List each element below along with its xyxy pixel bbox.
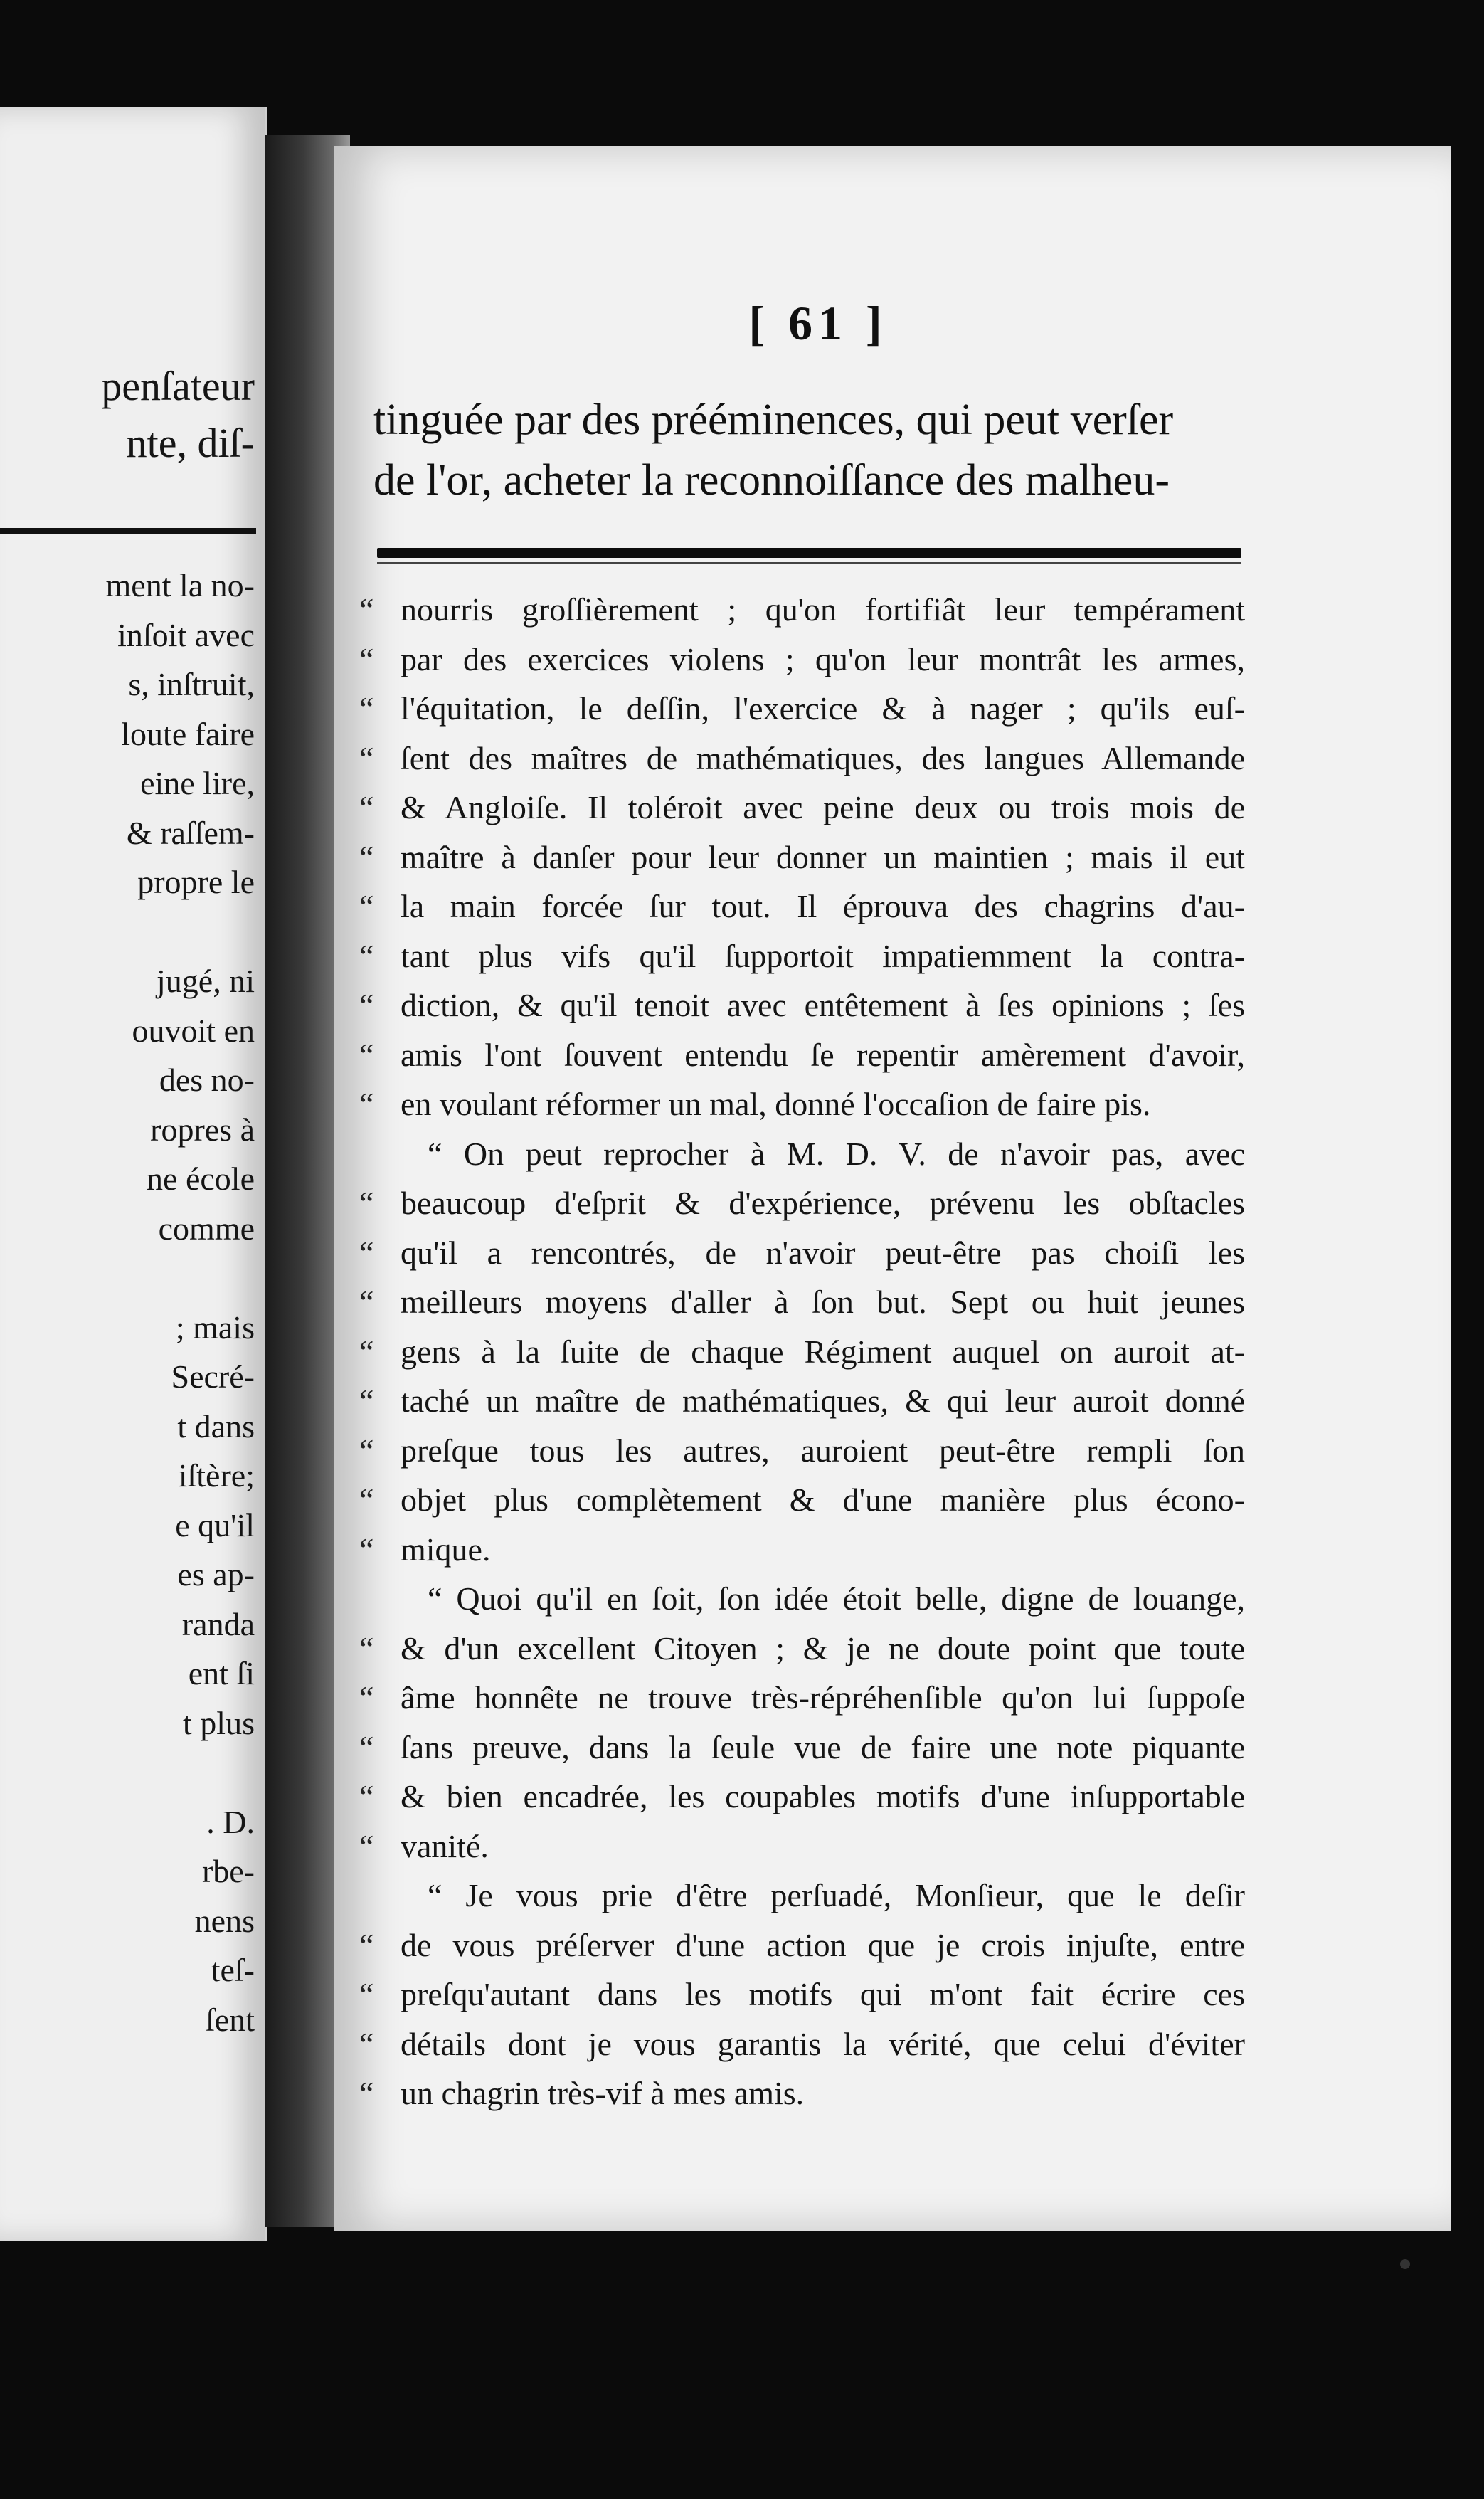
line-text: un chagrin très-vif à mes amis.: [401, 2075, 805, 2111]
line-text: “ Quoi qu'il en ſoit, ſon idée étoit belle, digne de louange,: [428, 1580, 1245, 1617]
line-text: diction, & qu'il tenoit avec entêtement à ſes opinions ; ſes: [401, 987, 1245, 1023]
quote-mark: “: [359, 888, 374, 924]
left-page-line: e qu'il: [175, 1506, 255, 1543]
text-line: [359, 1184, 1245, 1234]
text-line: [359, 591, 1245, 640]
text-line: [359, 1728, 1245, 1778]
line-text: maître à danſer pour leur donner un maintien ; mais il eut: [401, 838, 1245, 875]
text-line: [359, 887, 1245, 937]
text-line: [359, 1333, 1245, 1383]
page-number: [ 61 ]: [748, 296, 888, 350]
left-page-line: ſent: [206, 2001, 255, 2038]
line-text: qu'il a rencontrés, de n'avoir peut-être pas choiſi les: [401, 1234, 1245, 1271]
left-page-line: loute faire: [121, 715, 255, 752]
quote-mark: “: [359, 640, 374, 677]
quote-mark: “: [359, 1629, 374, 1666]
left-page-fragment: [0, 107, 267, 2241]
text-line: [359, 2074, 1245, 2124]
left-page-line: es ap-: [177, 1556, 255, 1592]
text-line: [359, 1876, 1245, 1926]
quote-mark: “: [359, 937, 374, 974]
text-line: [359, 739, 1245, 789]
text-line: [359, 2025, 1245, 2075]
left-page-line: t plus: [183, 1704, 255, 1741]
quote-mark: “: [359, 1679, 374, 1716]
line-text: & bien encadrée, les coupables motifs d'une inſupportable: [401, 1778, 1245, 1814]
line-text: “ On peut reprocher à M. D. V. de n'avoir pas, avec: [428, 1135, 1245, 1172]
left-page-line: comme: [158, 1210, 255, 1247]
text-line: [359, 1777, 1245, 1827]
quote-mark: “: [359, 1926, 374, 1963]
text-line: [359, 1234, 1245, 1284]
line-text: & Angloiſe. Il toléroit avec peine deux ou trois mois de: [401, 789, 1245, 825]
text-line: [359, 1382, 1245, 1432]
left-page-line: ropres à: [150, 1111, 255, 1148]
quote-mark: “: [359, 1185, 374, 1221]
left-page-line: . D.: [206, 1803, 255, 1840]
left-page-line: ment la no-: [105, 567, 255, 603]
line-text: la main forcée ſur tout. Il éprouva des chagrins d'au-: [401, 888, 1245, 924]
running-text-line-1: tinguée par des prééminences, qui peut verſer: [373, 396, 1174, 444]
text-line: [359, 1135, 1245, 1185]
text-line: [359, 1926, 1245, 1976]
text-line: [359, 1036, 1245, 1086]
quote-mark: “: [359, 1333, 374, 1370]
line-text: tant plus vifs qu'il ſupportoit impatiemment la contra-: [401, 937, 1245, 974]
line-text: amis l'ont ſouvent entendu ſe repentir amèrement d'avoir,: [401, 1036, 1245, 1073]
line-text: & d'un excellent Citoyen ; & je ne doute point que toute: [401, 1629, 1245, 1666]
left-page-heading-line: penſateur: [101, 363, 255, 409]
left-page-line: s, inſtruit,: [128, 666, 255, 702]
line-text: gens à la ſuite de chaque Régiment auquel on auroit at-: [401, 1333, 1245, 1370]
left-page-line: t dans: [177, 1407, 255, 1444]
line-text: vanité.: [401, 1827, 489, 1864]
running-text-line-2: de l'or, acheter la reconnoiſſance des malheu-: [373, 456, 1170, 504]
quote-mark: “: [359, 838, 374, 875]
quote-mark: “: [359, 1432, 374, 1469]
text-line: [359, 1580, 1245, 1629]
left-page-line: ent ſi: [188, 1655, 255, 1691]
left-page-line: jugé, ni: [157, 963, 255, 999]
left-page-line: ; mais: [175, 1309, 255, 1346]
line-text: preſque tous les autres, auroient peut-être rempli ſon: [401, 1432, 1245, 1469]
quote-mark: “: [359, 987, 374, 1023]
quote-mark: “: [359, 1383, 374, 1419]
line-text: beaucoup d'eſprit & d'expérience, prévenu les obſtacles: [401, 1185, 1245, 1221]
line-text: objet plus complètement & d'une manière plus écono-: [401, 1481, 1245, 1518]
quote-mark: “: [359, 2025, 374, 2062]
line-text: ſent des maîtres de mathématiques, des langues Allemande: [401, 739, 1245, 776]
left-page-line: ne école: [147, 1161, 255, 1197]
line-text: en voulant réformer un mal, donné l'occaſion de faire pis.: [401, 1086, 1151, 1122]
line-text: de vous préſerver d'une action que je crois injuſte, entre: [401, 1926, 1245, 1963]
left-page-line: inſoit avec: [117, 616, 255, 653]
quote-mark: “: [359, 1531, 374, 1568]
left-page-line: nens: [194, 1902, 255, 1939]
footnote-rule-thin: [377, 562, 1241, 564]
footnote-rule: [377, 548, 1241, 558]
left-page-line: rbe-: [201, 1853, 255, 1889]
line-text: “ Je vous prie d'être perſuadé, Monſieur, que le deſir: [428, 1877, 1245, 1913]
ink-speck: [1400, 2259, 1410, 2269]
line-text: âme honnête ne trouve très-répréhenſible qu'on lui ſuppoſe: [401, 1679, 1245, 1716]
quote-mark: “: [359, 2075, 374, 2111]
line-text: nourris groſſièrement ; qu'on fortifiât leur tempérament: [401, 591, 1245, 628]
quote-mark: “: [359, 1728, 374, 1765]
left-page-line: randa: [181, 1605, 255, 1642]
line-text: mique.: [401, 1531, 491, 1568]
line-text: l'équitation, le deſſin, l'exercice & à nager ; qu'ils euſ-: [401, 690, 1245, 727]
quote-mark: “: [359, 1036, 374, 1073]
quote-mark: “: [359, 739, 374, 776]
quote-mark: “: [359, 1086, 374, 1122]
text-line: [359, 937, 1245, 987]
left-page-line: Secré-: [171, 1358, 255, 1395]
left-page-heading-line: nte, diſ-: [126, 420, 255, 466]
left-page-rule: [0, 528, 256, 534]
left-page-line: ouvoit en: [132, 1012, 255, 1049]
text-line: [359, 1481, 1245, 1531]
quote-mark: “: [359, 1284, 374, 1320]
quote-mark: “: [359, 1481, 374, 1518]
line-text: meilleurs moyens d'aller à ſon but. Sept ou huit jeunes: [401, 1284, 1245, 1320]
text-line: [359, 1679, 1245, 1728]
quote-mark: “: [359, 1778, 374, 1814]
left-page-line: teſ-: [211, 1952, 255, 1988]
footnote-body: [359, 591, 1245, 2124]
text-line: [359, 1827, 1245, 1877]
line-text: par des exercices violens ; qu'on leur montrât les armes,: [401, 640, 1245, 677]
quote-mark: “: [359, 591, 374, 628]
text-line: [359, 1531, 1245, 1580]
text-line: [359, 1283, 1245, 1333]
quote-mark: “: [359, 789, 374, 825]
text-line: [359, 838, 1245, 888]
left-page-line: iſtère;: [178, 1457, 255, 1494]
line-text: preſqu'autant dans les motifs qui m'ont fait écrire ces: [401, 1976, 1245, 2012]
text-line: [359, 1975, 1245, 2025]
text-line: [359, 640, 1245, 690]
text-line: [359, 1629, 1245, 1679]
quote-mark: “: [359, 1234, 374, 1271]
quote-mark: “: [359, 690, 374, 727]
line-text: détails dont je vous garantis la vérité, que celui d'éviter: [401, 2025, 1245, 2062]
quote-mark: “: [359, 1827, 374, 1864]
text-line: [359, 1085, 1245, 1135]
text-line: [359, 1432, 1245, 1481]
text-line: [359, 690, 1245, 739]
quote-mark: “: [359, 1976, 374, 2012]
left-page-line: des no-: [159, 1062, 255, 1098]
line-text: taché un maître de mathématiques, & qui leur auroit donné: [401, 1383, 1245, 1419]
left-page-line: & raſſem-: [126, 814, 255, 851]
line-text: ſans preuve, dans la ſeule vue de faire une note piquante: [401, 1728, 1245, 1765]
text-line: [359, 788, 1245, 838]
text-line: [359, 986, 1245, 1036]
left-page-line: eine lire,: [140, 765, 255, 801]
left-page-line: propre le: [137, 864, 255, 900]
